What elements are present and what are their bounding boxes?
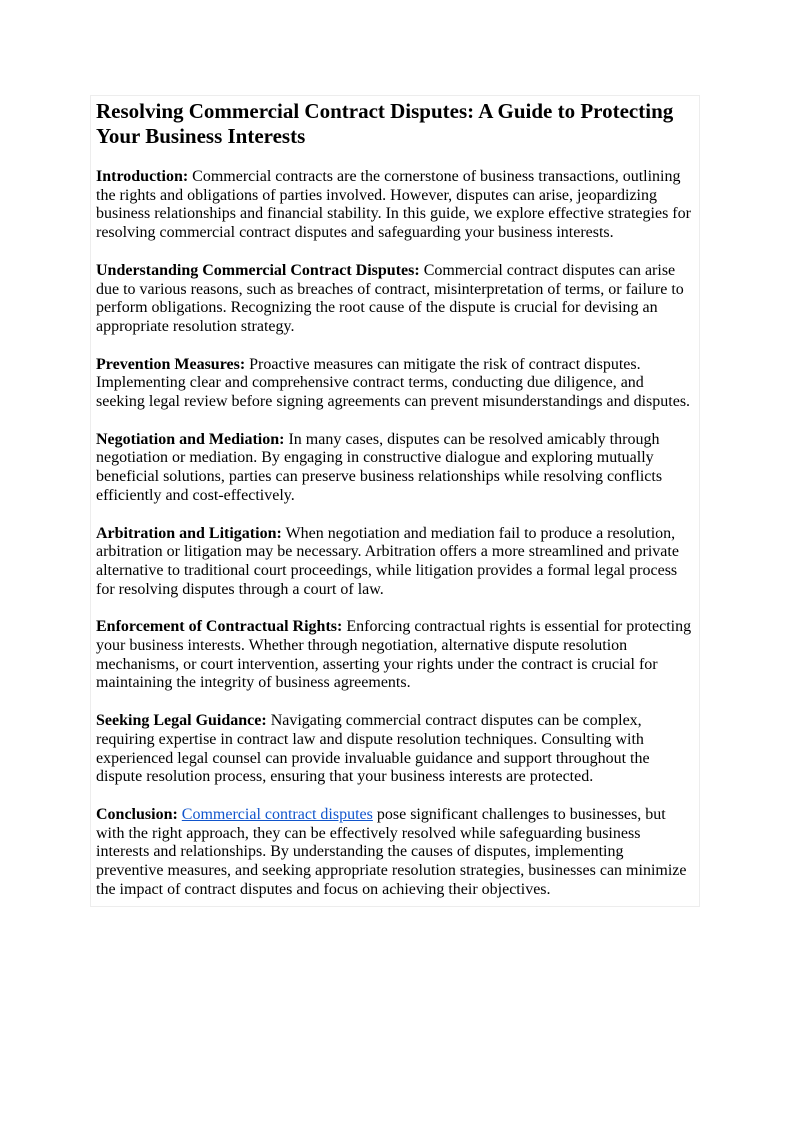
paragraph-conclusion bbox=[96, 806, 694, 900]
paragraph-enforcement-rights bbox=[96, 618, 694, 693]
arbitration-litigation-heading: Arbitration and Litigation: bbox=[96, 524, 282, 542]
negotiation-mediation-text: In many cases, disputes can be resolved amicably through negotiation or mediation. By engaging in constructive dialogue and exploring mutually beneficial solutions, parties can preserve business relationships while resolving conflicts efficiently and cost-effectively. bbox=[96, 430, 663, 504]
seeking-legal-guidance-heading: Seeking Legal Guidance: bbox=[96, 712, 267, 730]
seeking-legal-guidance-text: Navigating commercial contract disputes can be complex, requiring expertise in contract law and dispute resolution techniques. Consulting with experienced legal counsel can provide invaluable guidance and support throughout the dispute resolution process, ensuring that your business interests are protected. bbox=[96, 712, 650, 786]
enforcement-rights-text: Enforcing contractual rights is essential for protecting your business interests. Whether through negotiation, alternative dispute resolution mechanisms, or court intervention, asserting your rights under the contract is crucial for maintaining the integrity of business agreements. bbox=[96, 618, 692, 692]
paragraph-seeking-legal-guidance bbox=[96, 712, 694, 787]
enforcement-rights-heading: Enforcement of Contractual Rights: bbox=[96, 618, 343, 636]
negotiation-mediation-heading: Negotiation and Mediation: bbox=[96, 430, 285, 448]
paragraph-prevention-measures bbox=[96, 356, 694, 412]
understanding-disputes-heading: Understanding Commercial Contract Disputes: bbox=[96, 261, 420, 279]
commercial-contract-disputes-link[interactable]: Commercial contract disputes bbox=[181, 805, 373, 823]
paragraph-understanding-disputes bbox=[96, 262, 694, 337]
introduction-heading: Introduction: bbox=[96, 168, 189, 185]
document-title: Resolving Commercial Contract Disputes: A Guide to Protecting Your Business Interests bbox=[96, 99, 674, 148]
prevention-measures-heading: Prevention Measures: bbox=[96, 355, 246, 373]
conclusion-heading: Conclusion: bbox=[96, 805, 178, 823]
prevention-measures-text: Proactive measures can mitigate the risk of contract disputes. Implementing clear and comprehensive contract terms, conducting due diligence, and seeking legal review before signing agreements can prevent misunderstandings and disputes. bbox=[96, 355, 691, 411]
paragraph-negotiation-mediation bbox=[96, 431, 694, 506]
introduction-text: Commercial contracts are the cornerstone of business transactions, outlining the rights and obligations of parties involved. However, disputes can arise, jeopardizing business relationships and financial stability. In this guide, we explore effective strategies for resolving commercial contract disputes and safeguarding your business interests. bbox=[96, 168, 691, 242]
understanding-disputes-text: Commercial contract disputes can arise due to various reasons, such as breaches of contract, misinterpretation of terms, or failure to perform obligations. Recognizing the root cause of the dispute is crucial for devising an appropriate resolution strategy. bbox=[96, 261, 684, 335]
paragraph-arbitration-litigation bbox=[96, 525, 694, 600]
paragraph-introduction bbox=[96, 168, 694, 243]
conclusion-text: pose significant challenges to businesses, but with the right approach, they can be effectively resolved while safeguarding business interests and relationships. By understanding the causes of disputes, implementing preventive measures, and seeking appropriate resolution strategies, businesses can minimize the impact of contract disputes and focus on achieving their objectives. bbox=[96, 805, 687, 898]
document-content-box bbox=[90, 95, 700, 907]
arbitration-litigation-text: When negotiation and mediation fail to produce a resolution, arbitration or litigation may be necessary. Arbitration offers a more streamlined and private alternative to traditional court proceedings, while litigation provides a formal legal process for resolving disputes through a court of law. bbox=[96, 524, 679, 598]
